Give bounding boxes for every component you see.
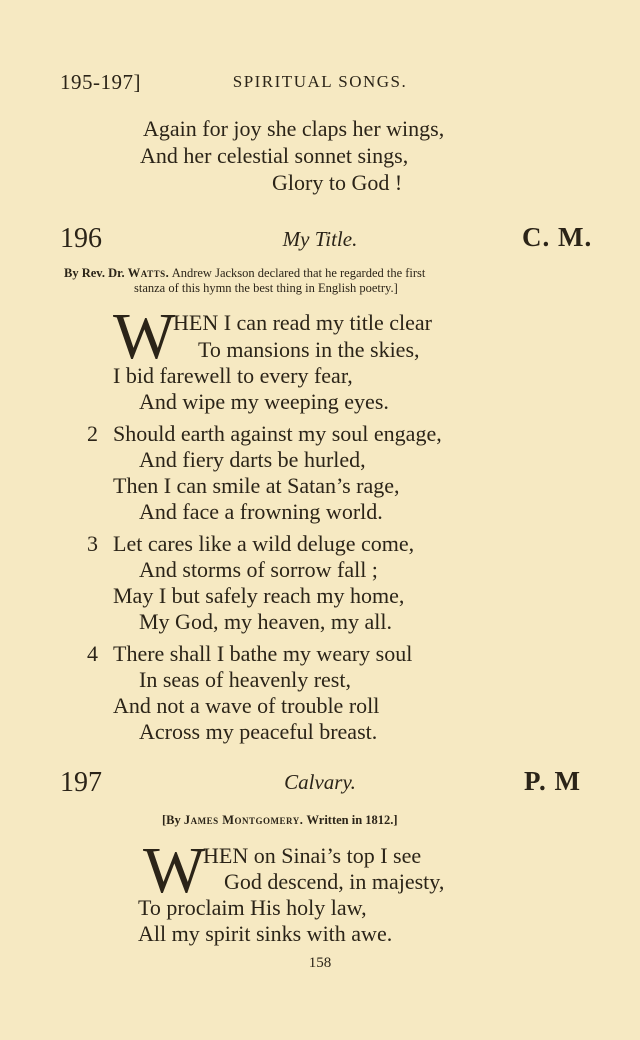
hymn-196-dropcap: W xyxy=(113,300,176,373)
hymn-196-title: My Title. xyxy=(282,227,358,251)
hymn-197-note-prefix: [By xyxy=(162,813,181,827)
continuation-line-2: And her celestial sonnet sings, xyxy=(140,143,409,168)
hymn-196-note-line-1 xyxy=(64,266,425,281)
hymn-196-stanza-2-line-4: And face a frowning world. xyxy=(139,499,383,524)
hymn-197-note xyxy=(162,813,398,828)
hymn-196-note-text-1: Andrew Jackson declared that he regarded the first xyxy=(171,266,426,280)
hymn-196-meter: C. M. xyxy=(522,222,593,252)
hymn-196-stanza-3-number: 3 xyxy=(87,531,98,556)
hymn-196-stanza-4-line-2: In seas of heavenly rest, xyxy=(139,667,351,692)
continuation-line-3: Glory to God ! xyxy=(272,170,403,195)
hymn-197-line-3: To proclaim His holy law, xyxy=(138,895,367,920)
hymn-196-stanza-2-line-2: And fiery darts be hurled, xyxy=(139,447,366,472)
hymn-197-line-2: God descend, in majesty, xyxy=(224,869,445,894)
hymn-197-line-1: HEN on Sinai’s top I see xyxy=(203,843,422,868)
hymn-197-line-4: All my spirit sinks with awe. xyxy=(138,921,393,946)
hymn-196-number: 196 xyxy=(60,223,102,254)
hymn-197-title: Calvary. xyxy=(284,770,356,794)
hymn-196-note-line-2: stanza of this hymn the best thing in English poetry.] xyxy=(134,281,398,295)
hymn-196-note-author: Watts. xyxy=(127,266,170,280)
hymn-196-stanza-3-line-1: Let cares like a wild deluge come, xyxy=(113,531,415,556)
hymn-196-stanza-4-line-3: And not a wave of trouble roll xyxy=(113,693,380,718)
hymn-197-note-author: James Montgomery. xyxy=(183,813,304,827)
hymn-196-stanza-4-number: 4 xyxy=(87,641,98,666)
page-number: 158 xyxy=(308,955,332,971)
continuation-line-1: Again for joy she claps her wings, xyxy=(143,116,445,141)
hymn-196-note-prefix: By Rev. Dr. xyxy=(64,266,125,280)
hymn-196-line-4: And wipe my weeping eyes. xyxy=(139,389,389,414)
hymn-196-line-2: To mansions in the skies, xyxy=(198,337,420,362)
hymn-196-line-1: HEN I can read my title clear xyxy=(173,310,432,335)
hymn-197-number: 197 xyxy=(60,767,102,798)
hymn-197-meter: P. M xyxy=(524,766,581,796)
hymn-196-stanza-3-line-2: And storms of sorrow fall ; xyxy=(139,557,378,582)
hymn-196-stanza-3-line-3: May I but safely reach my home, xyxy=(113,583,405,608)
hymn-196-stanza-3-line-4: My God, my heaven, my all. xyxy=(139,609,392,634)
hymn-196-stanza-2-line-1: Should earth against my soul engage, xyxy=(113,421,442,446)
hymn-196-stanza-4-line-1: There shall I bathe my weary soul xyxy=(113,641,413,666)
hymn-196-stanza-2-line-3: Then I can smile at Satan’s rage, xyxy=(113,473,400,498)
hymn-197-note-text: Written in 1812.] xyxy=(306,813,398,827)
hymn-197-dropcap: W xyxy=(143,834,206,907)
hymn-196-line-3: I bid farewell to every fear, xyxy=(113,363,353,388)
hymn-196-stanza-4-line-4: Across my peaceful breast. xyxy=(139,719,378,744)
header-hymn-range: 195-197] xyxy=(60,70,141,94)
hymn-196-stanza-2-number: 2 xyxy=(87,421,98,446)
header-book-title: SPIRITUAL SONGS. xyxy=(232,72,408,91)
